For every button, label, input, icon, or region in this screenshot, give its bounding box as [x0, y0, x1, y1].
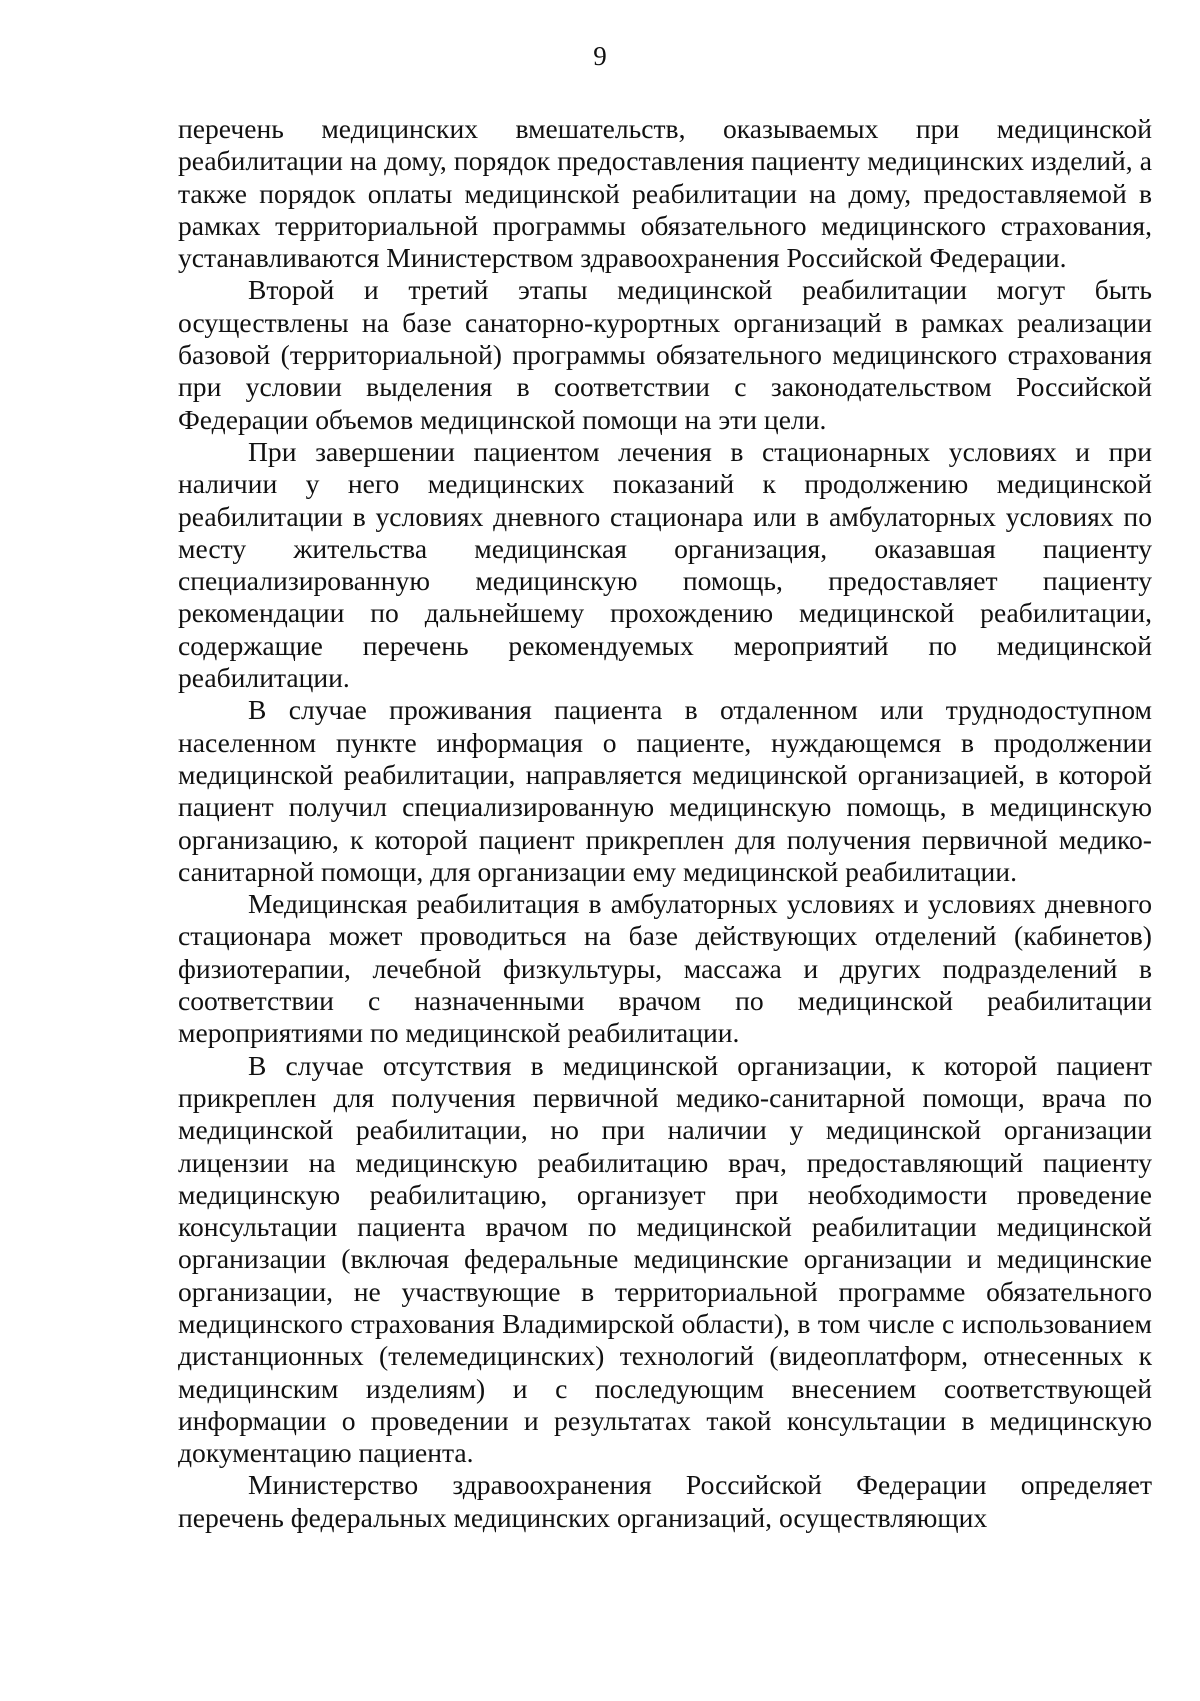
page-number: 9	[593, 41, 607, 71]
paragraph: Медицинская реабилитация в амбулаторных условиях и условиях дневного стационара может проводиться на базе действующих отделений (кабинетов) физиотерапии, лечебной физкультуры, массажа и других подразделений в соответствии с назначенными врачом по медицинской реабилитации мероприятиями по медицинской реабилитации.	[178, 888, 1152, 1049]
paragraph: Второй и третий этапы медицинской реабилитации могут быть осуществлены на базе санаторно-курортных организаций в рамках реализации базовой (территориальной) программы обязательного медицинского страхования при условии выделения в соответствии с законодательством Российской Федерации объемов медицинской помощи на эти цели.	[178, 274, 1152, 435]
paragraph: При завершении пациентом лечения в стационарных условиях и при наличии у него медицинских показаний к продолжению медицинской реабилитации в условиях дневного стационара или в амбулаторных условиях по месту жительства медицинская организация, оказавшая пациенту специализированную медицинскую помощь, предоставляет пациенту рекомендации по дальнейшему прохождению медицинской реабилитации, содержащие перечень рекомендуемых мероприятий по медицинской реабилитации.	[178, 435, 1152, 694]
paragraph-last: Министерство здравоохранения Российской Федерации определяет перечень федеральных медицинских организаций, осуществляющих	[178, 1469, 1152, 1533]
paragraph: В случае проживания пациента в отдаленном или труднодоступном населенном пункте информация о пациенте, нуждающемся в продолжении медицинской реабилитации, направляется медицинской организацией, в которой пациент получил специализированную медицинскую помощь, в медицинскую организацию, к которой пациент прикреплен для получения первичной медико-санитарной помощи, для организации ему медицинской реабилитации.	[178, 694, 1152, 887]
paragraph-continuation: перечень медицинских вмешательств, оказываемых при медицинской реабилитации на дому, порядок предоставления пациенту медицинских изделий, а также порядок оплаты медицинской реабилитации на дому, предоставляемой в рамках территориальной программы обязательного медицинского страхования, устанавливаются Министерством здравоохранения Российской Федерации.	[178, 113, 1152, 274]
paragraph: В случае отсутствия в медицинской организации, к которой пациент прикреплен для получения первичной медико-санитарной помощи, врача по медицинской реабилитации, но при наличии у медицинской организации лицензии на медицинскую реабилитацию врач, предоставляющий пациенту медицинскую реабилитацию, организует при необходимости проведение консультации пациента врачом по медицинской реабилитации медицинской организации (включая федеральные медицинские организации и медицинские организации, не участвующие в территориальной программе обязательного медицинского страхования Владимирской области), в том числе с использованием дистанционных (телемедицинских) технологий (видеоплатформ, отнесенных к медицинским изделиям) и с последующим внесением соответствующей информации о проведении и результатах такой консультации в медицинскую документацию пациента.	[178, 1049, 1152, 1469]
body-text	[178, 113, 1152, 1534]
